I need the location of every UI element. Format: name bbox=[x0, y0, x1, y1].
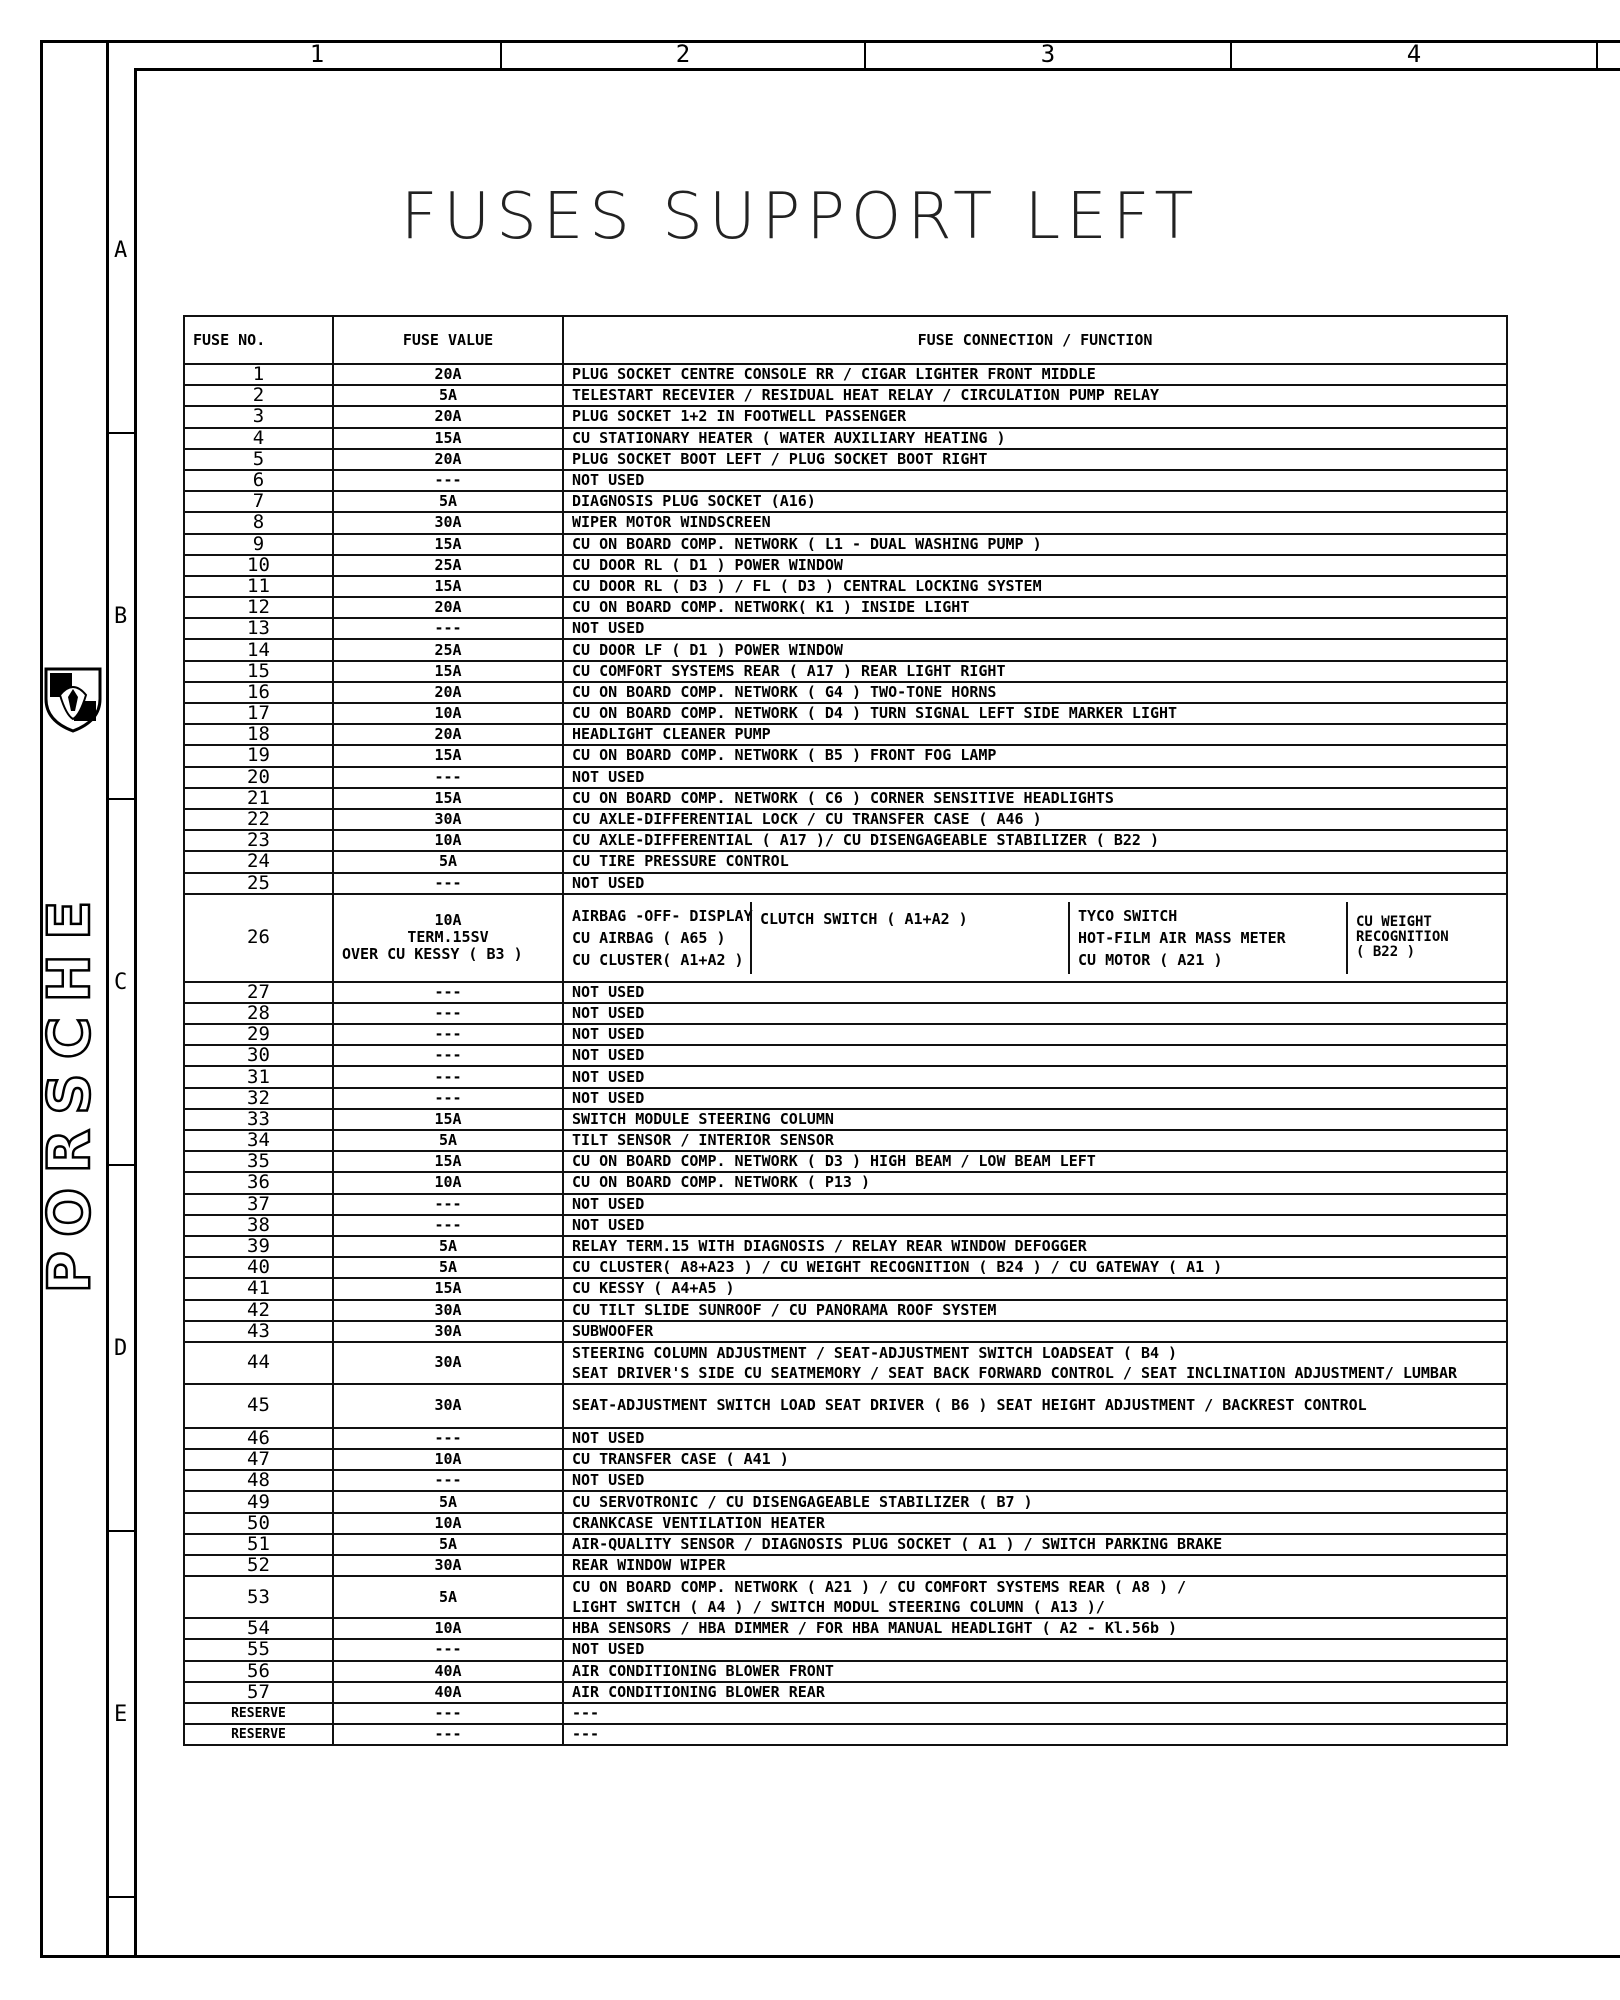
fuse-value: 10A bbox=[333, 1618, 563, 1639]
table-row bbox=[184, 491, 1507, 512]
table-row bbox=[184, 1449, 1507, 1470]
fuse-value: 5A bbox=[333, 1257, 563, 1278]
fuse-value: 5A bbox=[333, 1130, 563, 1151]
fuse-value: --- bbox=[333, 1088, 563, 1109]
fuse-value: --- bbox=[333, 1215, 563, 1236]
fuse-value: --- bbox=[333, 1066, 563, 1087]
fuse-function: STEERING COLUMN ADJUSTMENT / SEAT-ADJUSTMENT SWITCH LOADSEAT ( B4 ) SEAT DRIVER'S SIDE CU SEATMEMORY / SEAT BACK FORWARD CONTROL / SEAT INCLINATION ADJUSTMENT/ LUMBAR bbox=[563, 1342, 1507, 1384]
table-body-2 bbox=[184, 982, 1507, 1342]
grid-row-c: C bbox=[109, 800, 134, 1166]
fuse-function: NOT USED bbox=[563, 1428, 1507, 1449]
fuse-number: 27 bbox=[184, 982, 333, 1003]
table-row bbox=[184, 1024, 1507, 1045]
porsche-crest-logo bbox=[40, 665, 106, 735]
fuse-value: 15A bbox=[333, 661, 563, 682]
table-row bbox=[184, 364, 1507, 385]
table-body-row26 bbox=[184, 894, 1507, 982]
table-row bbox=[184, 661, 1507, 682]
fuse-value: 10A bbox=[333, 703, 563, 724]
fuse-function: CU ON BOARD COMP. NETWORK ( P13 ) bbox=[563, 1172, 1507, 1193]
fuse-value: --- bbox=[333, 873, 563, 894]
fuse-function: --- bbox=[563, 1724, 1507, 1745]
fuse-function: CU DOOR RL ( D1 ) POWER WINDOW bbox=[563, 555, 1507, 576]
table-row bbox=[184, 1703, 1507, 1724]
header-fuse-value: FUSE VALUE bbox=[333, 316, 563, 364]
fuse-value: 30A bbox=[333, 1555, 563, 1576]
grid-row-e: E bbox=[109, 1532, 134, 1898]
table-row bbox=[184, 788, 1507, 809]
fuse-number: 25 bbox=[184, 873, 333, 894]
fuse-value: 20A bbox=[333, 364, 563, 385]
fuse-value: --- bbox=[333, 1003, 563, 1024]
table-row bbox=[184, 470, 1507, 491]
table-body-row53 bbox=[184, 1576, 1507, 1618]
fuse-function: AIR-QUALITY SENSOR / DIAGNOSIS PLUG SOCKET ( A1 ) / SWITCH PARKING BRAKE bbox=[563, 1534, 1507, 1555]
fuse-function: NOT USED bbox=[563, 1066, 1507, 1087]
function-airbag-group: AIRBAG -OFF- DISPLAY CU AIRBAG ( A65 ) CU CLUSTER( A1+A2 ) bbox=[572, 906, 753, 969]
fuse-value: --- bbox=[333, 1194, 563, 1215]
fuse-number: 15 bbox=[184, 661, 333, 682]
table-row bbox=[184, 1278, 1507, 1299]
fuse-value: --- bbox=[333, 618, 563, 639]
fuse-function: NOT USED bbox=[563, 1639, 1507, 1660]
fuse-function: CU DOOR RL ( D3 ) / FL ( D3 ) CENTRAL LOCKING SYSTEM bbox=[563, 576, 1507, 597]
fuse-function: WIPER MOTOR WINDSCREEN bbox=[563, 512, 1507, 533]
fuse-function: AIR CONDITIONING BLOWER REAR bbox=[563, 1682, 1507, 1703]
fuse-function: NOT USED bbox=[563, 873, 1507, 894]
table-row bbox=[184, 1384, 1507, 1428]
fuse-function: CU ON BOARD COMP. NETWORK ( A21 ) / CU COMFORT SYSTEMS REAR ( A8 ) / LIGHT SWITCH ( A4 ) / SWITCH MODUL STEERING COLUMN ( A13 )/ bbox=[563, 1576, 1507, 1618]
fuse-function: CU ON BOARD COMP. NETWORK ( G4 ) TWO-TONE HORNS bbox=[563, 682, 1507, 703]
fuse-function: NOT USED bbox=[563, 1470, 1507, 1491]
fuse-value: 30A bbox=[333, 1300, 563, 1321]
fuse-number: 49 bbox=[184, 1491, 333, 1512]
table-row bbox=[184, 1300, 1507, 1321]
fuse-function: SWITCH MODULE STEERING COLUMN bbox=[563, 1109, 1507, 1130]
table-row bbox=[184, 1151, 1507, 1172]
fuse-value: 15A bbox=[333, 1151, 563, 1172]
fuse-number: 37 bbox=[184, 1194, 333, 1215]
grid-row-b: B bbox=[109, 434, 134, 800]
fuse-number: 6 bbox=[184, 470, 333, 491]
fuse-function: PLUG SOCKET CENTRE CONSOLE RR / CIGAR LIGHTER FRONT MIDDLE bbox=[563, 364, 1507, 385]
table-row bbox=[184, 449, 1507, 470]
fuse-number: 24 bbox=[184, 851, 333, 872]
table-row bbox=[184, 1470, 1507, 1491]
fuse-value: --- bbox=[333, 1639, 563, 1660]
table-row bbox=[184, 1215, 1507, 1236]
fuse-number: 46 bbox=[184, 1428, 333, 1449]
fuse-number: 40 bbox=[184, 1257, 333, 1278]
grid-column-3: 3 bbox=[866, 40, 1232, 68]
fuse-number: 33 bbox=[184, 1109, 333, 1130]
table-row bbox=[184, 428, 1507, 449]
fuse-number: 53 bbox=[184, 1576, 333, 1618]
fuse-value: 30A bbox=[333, 512, 563, 533]
grid-row-d: D bbox=[109, 1166, 134, 1532]
fuse-function: CU TRANSFER CASE ( A41 ) bbox=[563, 1449, 1507, 1470]
fuse-function: CU AXLE-DIFFERENTIAL LOCK / CU TRANSFER CASE ( A46 ) bbox=[563, 809, 1507, 830]
fuse-value: --- bbox=[333, 1724, 563, 1745]
fuse-number: 45 bbox=[184, 1384, 333, 1428]
fuse-value: --- bbox=[333, 1470, 563, 1491]
fuse-function: NOT USED bbox=[563, 1194, 1507, 1215]
fuse-number: 44 bbox=[184, 1342, 333, 1384]
fuse-number: 1 bbox=[184, 364, 333, 385]
fuse-value: 10A bbox=[333, 1172, 563, 1193]
fuse-value: 30A bbox=[333, 809, 563, 830]
fuse-number: 35 bbox=[184, 1151, 333, 1172]
fuse-function: CU ON BOARD COMP. NETWORK ( D4 ) TURN SIGNAL LEFT SIDE MARKER LIGHT bbox=[563, 703, 1507, 724]
table-row bbox=[184, 1724, 1507, 1745]
fuse-number: 38 bbox=[184, 1215, 333, 1236]
table-row bbox=[184, 1513, 1507, 1534]
fuse-value: 5A bbox=[333, 385, 563, 406]
fuse-function: NOT USED bbox=[563, 618, 1507, 639]
fuse-value: 5A bbox=[333, 1491, 563, 1512]
fuse-number: RESERVE bbox=[184, 1724, 333, 1745]
fuse-number: 43 bbox=[184, 1321, 333, 1342]
table-row bbox=[184, 682, 1507, 703]
fuse-number: 23 bbox=[184, 830, 333, 851]
fuse-function: CU AXLE-DIFFERENTIAL ( A17 )/ CU DISENGAGEABLE STABILIZER ( B22 ) bbox=[563, 830, 1507, 851]
fuse-function: NOT USED bbox=[563, 1024, 1507, 1045]
fuse-function: REAR WINDOW WIPER bbox=[563, 1555, 1507, 1576]
fuse-number: 2 bbox=[184, 385, 333, 406]
table-row bbox=[184, 873, 1507, 894]
table-row bbox=[184, 1661, 1507, 1682]
fuse-value: 25A bbox=[333, 639, 563, 660]
fuse-value: --- bbox=[333, 470, 563, 491]
fuse-value: --- bbox=[333, 1703, 563, 1724]
fuse-number: 9 bbox=[184, 534, 333, 555]
fuse-function: CU ON BOARD COMP. NETWORK( K1 ) INSIDE LIGHT bbox=[563, 597, 1507, 618]
fuse-number: 34 bbox=[184, 1130, 333, 1151]
table-row bbox=[184, 1555, 1507, 1576]
table-row bbox=[184, 555, 1507, 576]
fuse-function: HBA SENSORS / HBA DIMMER / FOR HBA MANUAL HEADLIGHT ( A2 - Kl.56b ) bbox=[563, 1618, 1507, 1639]
fuse-value: 5A bbox=[333, 851, 563, 872]
function-clutch-switch: CLUTCH SWITCH ( A1+A2 ) bbox=[750, 902, 1068, 974]
fuse-value: 15A bbox=[333, 534, 563, 555]
fuse-number: 51 bbox=[184, 1534, 333, 1555]
table-row bbox=[184, 1428, 1507, 1449]
fuse-function: CU STATIONARY HEATER ( WATER AUXILIARY HEATING ) bbox=[563, 428, 1507, 449]
fuse-value: 5A bbox=[333, 491, 563, 512]
fuse-number: 7 bbox=[184, 491, 333, 512]
fuse-value: --- bbox=[333, 1428, 563, 1449]
fuse-value: 20A bbox=[333, 724, 563, 745]
table-row bbox=[184, 703, 1507, 724]
fuse-number: 31 bbox=[184, 1066, 333, 1087]
fuse-number: RESERVE bbox=[184, 1703, 333, 1724]
table-row bbox=[184, 1534, 1507, 1555]
fuse-function: HEADLIGHT CLEANER PUMP bbox=[563, 724, 1507, 745]
fuse-value: 10A bbox=[333, 830, 563, 851]
table-row bbox=[184, 1003, 1507, 1024]
fuse-value: --- bbox=[333, 1045, 563, 1066]
fuse-function: CU CLUSTER( A8+A23 ) / CU WEIGHT RECOGNITION ( B24 ) / CU GATEWAY ( A1 ) bbox=[563, 1257, 1507, 1278]
table-row bbox=[184, 1639, 1507, 1660]
fuse-value: 30A bbox=[333, 1321, 563, 1342]
header-fuse-function: FUSE CONNECTION / FUNCTION bbox=[563, 316, 1507, 364]
fuse-function: CRANKCASE VENTILATION HEATER bbox=[563, 1513, 1507, 1534]
table-row bbox=[184, 1618, 1507, 1639]
table-body-1 bbox=[184, 364, 1507, 894]
fuse-function: AIR CONDITIONING BLOWER FRONT bbox=[563, 1661, 1507, 1682]
fuse-function: PLUG SOCKET BOOT LEFT / PLUG SOCKET BOOT RIGHT bbox=[563, 449, 1507, 470]
fuse-function: CU SERVOTRONIC / CU DISENGAGEABLE STABILIZER ( B7 ) bbox=[563, 1491, 1507, 1512]
fuse-value: 10A bbox=[333, 1513, 563, 1534]
fuse-value: 30A bbox=[333, 1384, 563, 1428]
table-row bbox=[184, 1321, 1507, 1342]
fuse-value: 25A bbox=[333, 555, 563, 576]
fuse-function: CU DOOR LF ( D1 ) POWER WINDOW bbox=[563, 639, 1507, 660]
fuse-number: 5 bbox=[184, 449, 333, 470]
fuse-function: NOT USED bbox=[563, 1088, 1507, 1109]
fuse-number: 16 bbox=[184, 682, 333, 703]
fuse-number: 20 bbox=[184, 767, 333, 788]
fuse-number: 36 bbox=[184, 1172, 333, 1193]
fuse-function: --- bbox=[563, 1703, 1507, 1724]
fuse-function: NOT USED bbox=[563, 982, 1507, 1003]
fuse-value: 20A bbox=[333, 597, 563, 618]
fuse-number: 32 bbox=[184, 1088, 333, 1109]
table-row bbox=[184, 1045, 1507, 1066]
fuse-value: 40A bbox=[333, 1661, 563, 1682]
function-tyco-group: TYCO SWITCH HOT-FILM AIR MASS METER CU MOTOR ( A21 ) bbox=[1068, 902, 1346, 974]
fuse-number: 4 bbox=[184, 428, 333, 449]
table-row bbox=[184, 1109, 1507, 1130]
fuse-number: 17 bbox=[184, 703, 333, 724]
function-weight-recognition: CU WEIGHT RECOGNITION ( B22 ) bbox=[1346, 902, 1457, 974]
fuse-value: 20A bbox=[333, 406, 563, 427]
table-body-row44-45 bbox=[184, 1342, 1507, 1428]
table-row bbox=[184, 385, 1507, 406]
fuse-function: CU ON BOARD COMP. NETWORK ( C6 ) CORNER SENSITIVE HEADLIGHTS bbox=[563, 788, 1507, 809]
porsche-brand-lettering bbox=[35, 830, 104, 1350]
fuse-value: 15A bbox=[333, 1278, 563, 1299]
table-row bbox=[184, 1088, 1507, 1109]
fuse-number: 11 bbox=[184, 576, 333, 597]
fuse-value: 5A bbox=[333, 1236, 563, 1257]
table-row bbox=[184, 512, 1507, 533]
fuse-number: 55 bbox=[184, 1639, 333, 1660]
fuse-number: 48 bbox=[184, 1470, 333, 1491]
table-row bbox=[184, 1342, 1507, 1384]
fuse-value: --- bbox=[333, 982, 563, 1003]
table-body-4 bbox=[184, 1618, 1507, 1745]
grid-column-4: 4 bbox=[1232, 40, 1598, 68]
fuse-number: 19 bbox=[184, 745, 333, 766]
table-row bbox=[184, 767, 1507, 788]
grid-row-a: A bbox=[109, 68, 134, 434]
fuse-number: 18 bbox=[184, 724, 333, 745]
fuse-value: 20A bbox=[333, 682, 563, 703]
fuse-number: 28 bbox=[184, 1003, 333, 1024]
fuse-number: 57 bbox=[184, 1682, 333, 1703]
fuse-number: 21 bbox=[184, 788, 333, 809]
fuse-number: 13 bbox=[184, 618, 333, 639]
fuse-number: 8 bbox=[184, 512, 333, 533]
fuse-number: 26 bbox=[184, 894, 333, 982]
fuse-function: CU ON BOARD COMP. NETWORK ( L1 - DUAL WASHING PUMP ) bbox=[563, 534, 1507, 555]
fuse-value: 15A bbox=[333, 788, 563, 809]
header-fuse-no: FUSE NO. bbox=[184, 316, 333, 364]
fuse-function: NOT USED bbox=[563, 1215, 1507, 1236]
fuse-number: 42 bbox=[184, 1300, 333, 1321]
fuse-number: 56 bbox=[184, 1661, 333, 1682]
table-row bbox=[184, 576, 1507, 597]
fuse-value: 15A bbox=[333, 1109, 563, 1130]
table-body-3 bbox=[184, 1428, 1507, 1576]
fuse-value: --- bbox=[333, 1024, 563, 1045]
fuse-number: 10 bbox=[184, 555, 333, 576]
fuse-number: 41 bbox=[184, 1278, 333, 1299]
table-row bbox=[184, 1576, 1507, 1618]
fuse-value: 15A bbox=[333, 745, 563, 766]
grid-column-1: 1 bbox=[134, 40, 502, 68]
fuse-function: NOT USED bbox=[563, 1045, 1507, 1066]
fuse-function: CU ON BOARD COMP. NETWORK ( D3 ) HIGH BEAM / LOW BEAM LEFT bbox=[563, 1151, 1507, 1172]
fuse-table bbox=[183, 315, 1508, 1746]
fuse-number: 12 bbox=[184, 597, 333, 618]
fuse-value: 30A bbox=[333, 1342, 563, 1384]
table-row bbox=[184, 1236, 1507, 1257]
fuse-number: 14 bbox=[184, 639, 333, 660]
table-row bbox=[184, 1491, 1507, 1512]
table-row bbox=[184, 639, 1507, 660]
fuse-function: NOT USED bbox=[563, 767, 1507, 788]
fuse-value: 15A bbox=[333, 576, 563, 597]
fuse-value: 40A bbox=[333, 1682, 563, 1703]
fuse-number: 47 bbox=[184, 1449, 333, 1470]
table-row bbox=[184, 809, 1507, 830]
table-header-row bbox=[184, 316, 1507, 364]
fuse-value: 20A bbox=[333, 449, 563, 470]
table-row bbox=[184, 851, 1507, 872]
fuse-function: CU KESSY ( A4+A5 ) bbox=[563, 1278, 1507, 1299]
table-row bbox=[184, 1066, 1507, 1087]
fuse-number: 54 bbox=[184, 1618, 333, 1639]
fuse-value: 15A bbox=[333, 428, 563, 449]
fuse-function: NOT USED bbox=[563, 470, 1507, 491]
table-row bbox=[184, 894, 1507, 982]
table-row bbox=[184, 534, 1507, 555]
fuse-function: PLUG SOCKET 1+2 IN FOOTWELL PASSENGER bbox=[563, 406, 1507, 427]
fuse-function: CU TIRE PRESSURE CONTROL bbox=[563, 851, 1507, 872]
grid-column-2: 2 bbox=[502, 40, 866, 68]
fuse-value: 10A TERM.15SV OVER CU KESSY ( B3 ) bbox=[333, 894, 563, 982]
table-row bbox=[184, 1257, 1507, 1278]
fuse-number: 52 bbox=[184, 1555, 333, 1576]
table-row bbox=[184, 618, 1507, 639]
fuse-number: 50 bbox=[184, 1513, 333, 1534]
fuse-number: 3 bbox=[184, 406, 333, 427]
fuse-function: DIAGNOSIS PLUG SOCKET (A16) bbox=[563, 491, 1507, 512]
fuse-number: 30 bbox=[184, 1045, 333, 1066]
table-row bbox=[184, 1172, 1507, 1193]
fuse-function: CU COMFORT SYSTEMS REAR ( A17 ) REAR LIGHT RIGHT bbox=[563, 661, 1507, 682]
fuse-function: TILT SENSOR / INTERIOR SENSOR bbox=[563, 1130, 1507, 1151]
fuse-number: 22 bbox=[184, 809, 333, 830]
fuse-function: CU TILT SLIDE SUNROOF / CU PANORAMA ROOF SYSTEM bbox=[563, 1300, 1507, 1321]
fuse-function: CU ON BOARD COMP. NETWORK ( B5 ) FRONT FOG LAMP bbox=[563, 745, 1507, 766]
fuse-value: 5A bbox=[333, 1534, 563, 1555]
fuse-function: TELESTART RECEVIER / RESIDUAL HEAT RELAY / CIRCULATION PUMP RELAY bbox=[563, 385, 1507, 406]
table-row bbox=[184, 982, 1507, 1003]
page-title: FUSES SUPPORT LEFT bbox=[400, 180, 1200, 254]
table-row bbox=[184, 1682, 1507, 1703]
table-row bbox=[184, 597, 1507, 618]
fuse-number: 39 bbox=[184, 1236, 333, 1257]
fuse-function: NOT USED bbox=[563, 1003, 1507, 1024]
fuse-function: SUBWOOFER bbox=[563, 1321, 1507, 1342]
table-row bbox=[184, 830, 1507, 851]
table-row bbox=[184, 724, 1507, 745]
table-row bbox=[184, 1130, 1507, 1151]
table-row bbox=[184, 745, 1507, 766]
table-row bbox=[184, 406, 1507, 427]
fuse-number: 29 bbox=[184, 1024, 333, 1045]
fuse-function: RELAY TERM.15 WITH DIAGNOSIS / RELAY REAR WINDOW DEFOGGER bbox=[563, 1236, 1507, 1257]
fuse-value: --- bbox=[333, 767, 563, 788]
fuse-function bbox=[563, 894, 1507, 982]
svg-text:PORSCHE: PORSCHE bbox=[35, 886, 104, 1294]
fuse-value: 10A bbox=[333, 1449, 563, 1470]
fuse-value: 5A bbox=[333, 1576, 563, 1618]
fuse-function: SEAT-ADJUSTMENT SWITCH LOAD SEAT DRIVER ( B6 ) SEAT HEIGHT ADJUSTMENT / BACKREST CONTROL bbox=[563, 1384, 1507, 1428]
table-row bbox=[184, 1194, 1507, 1215]
